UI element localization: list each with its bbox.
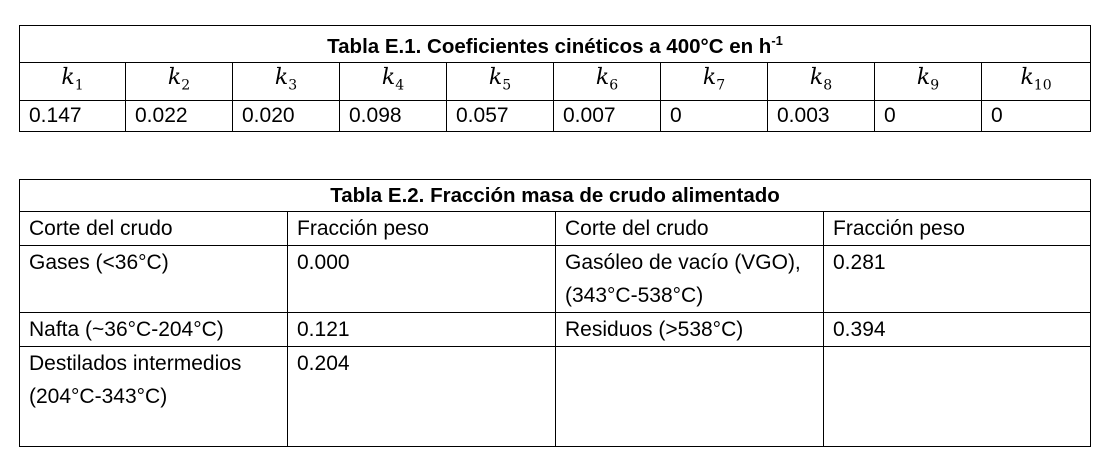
table2-cell-fraction: 0.204 <box>288 347 556 447</box>
table-row <box>20 347 1091 447</box>
table2-cell-fraction: 0.000 <box>288 246 556 313</box>
table2-cell-fraction: 0.281 <box>824 246 1091 313</box>
table1-title: Tabla E.1. Coeficientes cinéticos a 400°C en $h^{-1}$ <box>20 26 1091 63</box>
table-row <box>20 246 1091 313</box>
table1-value-k4: 0.098 <box>340 101 447 132</box>
table1-value-k5: 0.057 <box>447 101 554 132</box>
crude-mass-fraction-table <box>19 179 1091 447</box>
table1-value-k6: 0.007 <box>554 101 661 132</box>
table1-header-k1: $k_1$ <box>20 62 126 100</box>
table2-cell-cut: Residuos (>538°C) <box>556 313 824 347</box>
table1-value-k2: 0.022 <box>126 101 233 132</box>
table1-value-k10: 0 <box>982 101 1091 132</box>
table2-cell-fraction: 0.394 <box>824 313 1091 347</box>
table2-title: Tabla E.2. Fracción masa de crudo alimentado <box>20 180 1091 212</box>
table2-header-cut-1: Corte del crudo <box>20 212 288 246</box>
table1-header-k5: $k_5$ <box>447 62 554 100</box>
table1-value-k7: 0 <box>661 101 768 132</box>
table2-header-cut-2: Corte del crudo <box>556 212 824 246</box>
table1-header-k2: $k_2$ <box>126 62 233 100</box>
table1-header-k4: $k_4$ <box>340 62 447 100</box>
table2-header-fraction-2: Fracción peso <box>824 212 1091 246</box>
kinetic-coefficients-table <box>19 25 1091 132</box>
table2-header-fraction-1: Fracción peso <box>288 212 556 246</box>
table1-header-k7: $k_7$ <box>661 62 768 100</box>
table2-cell-cut <box>556 347 824 447</box>
table1-title-superscript: -1 <box>771 33 783 48</box>
table2-cell-fraction <box>824 347 1091 447</box>
table2-cell-cut: Gases (<36°C) <box>20 246 288 313</box>
table1-value-k8: 0.003 <box>768 101 875 132</box>
table1-header-k3: $k_3$ <box>233 62 340 100</box>
table1-value-k1: 0.147 <box>20 101 126 132</box>
table-row <box>20 313 1091 347</box>
table2-cell-cut: Gasóleo de vacío (VGO), (343°C-538°C) <box>556 246 824 313</box>
table1-header-k8: $k_8$ <box>768 62 875 100</box>
table1-header-k6: $k_6$ <box>554 62 661 100</box>
table2-cell-cut: Nafta (~36°C-204°C) <box>20 313 288 347</box>
table1-value-k3: 0.020 <box>233 101 340 132</box>
table1-header-k10: $k_{10}$ <box>982 62 1091 100</box>
table1-header-k9: $k_9$ <box>875 62 982 100</box>
table2-cell-cut: Destilados intermedios (204°C-343°C) <box>20 347 288 447</box>
table2-cell-fraction: 0.121 <box>288 313 556 347</box>
table1-value-k9: 0 <box>875 101 982 132</box>
